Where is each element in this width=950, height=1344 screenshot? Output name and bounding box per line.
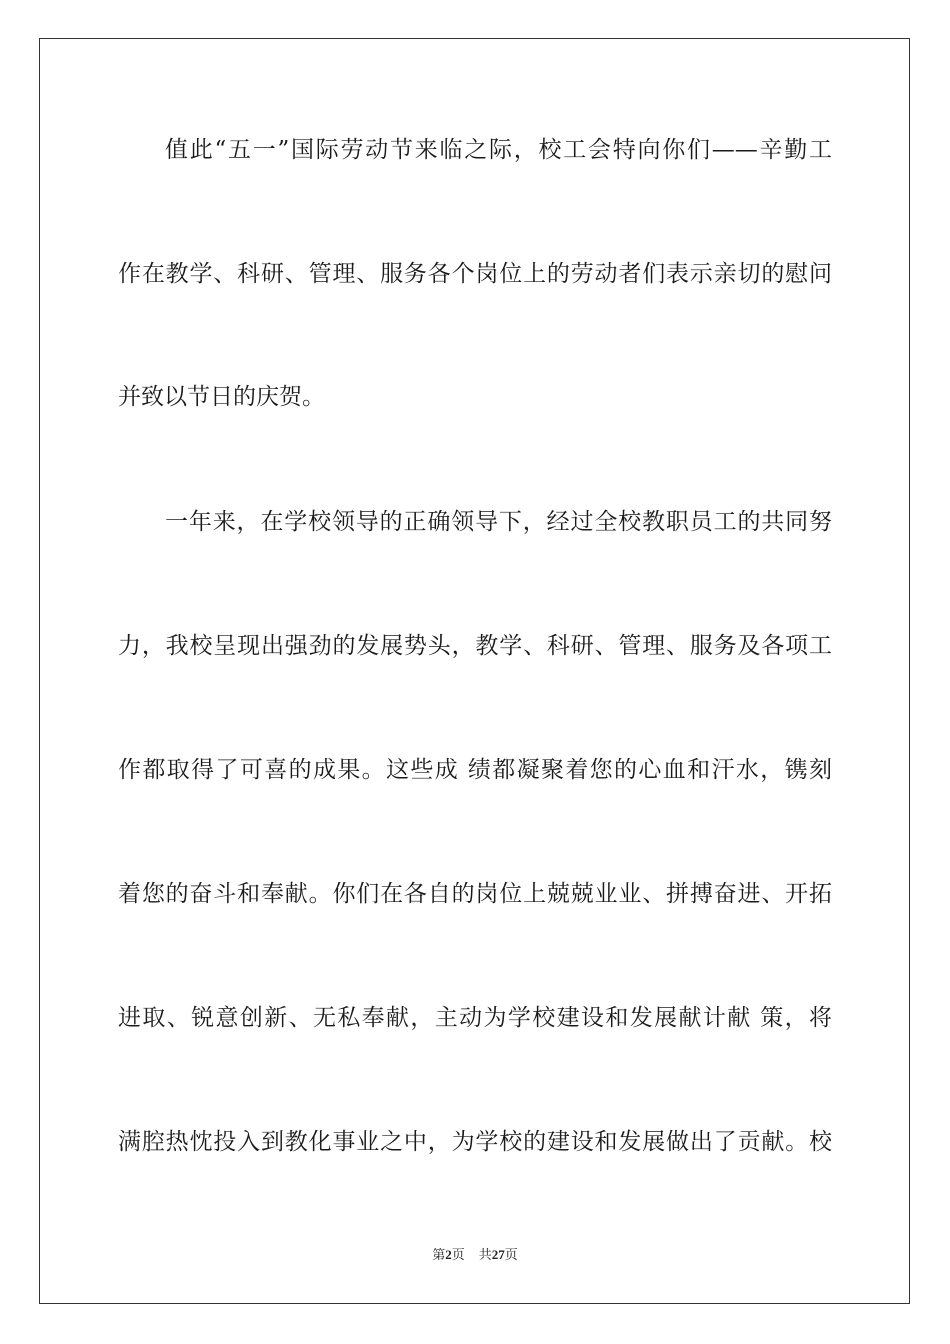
paragraph-2-line-1: 一年来，在学校领导的正确领导下，经过全校教职员工的共同努 [165,509,832,535]
total-pages: 27 [491,1247,505,1262]
paragraph-2-line-6: 满腔热忱投入到教化事业之中，为学校的建设和发展做出了贡献。校 [118,1129,832,1155]
page-footer [0,1246,950,1265]
page-suffix: 页 [451,1248,465,1263]
paragraph-2-line-2: 力，我校呈现出强劲的发展势头，教学、科研、管理、服务及各项工 [118,633,832,659]
paragraph-2-line-3: 作都取得了可喜的成果。这些成 绩都凝聚着您的心血和汗水，镌刻 [118,757,832,783]
paragraph-1-line-2: 作在教学、科研、管理、服务各个岗位上的劳动者们表示亲切的慰问 [118,261,832,287]
paragraph-2-line-5: 进取、锐意创新、无私奉献，主动为学校建设和发展献计献 策，将 [118,1005,832,1031]
total-prefix: 共 [478,1248,492,1263]
total-suffix: 页 [504,1248,518,1263]
page-prefix: 第 [432,1248,446,1263]
paragraph-1-line-3: 并致以节日的庆贺。 [118,384,325,410]
page-number: 2 [445,1247,452,1262]
paragraph-2-line-4: 着您的奋斗和奉献。你们在各自的岗位上兢兢业业、拼搏奋进、开拓 [118,881,832,907]
paragraph-1-line-1: 值此“五一”国际劳动节来临之际，校工会特向你们——辛勤工 [165,137,832,163]
page-border [39,38,910,1304]
